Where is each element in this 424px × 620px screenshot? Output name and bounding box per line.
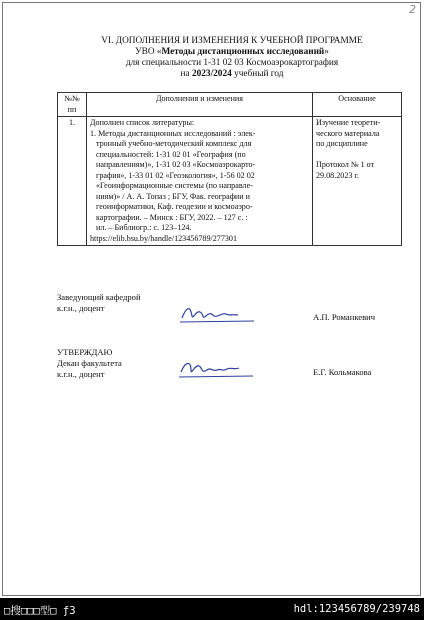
heading-year: на 2023/2024 учебный год xyxy=(180,69,284,79)
heading-course: УВО «Методы дистанционных исследований» xyxy=(135,47,329,57)
section-heading xyxy=(40,36,424,80)
content-line: картографии. – Минск : БГУ, 2022. – 127 с. : xyxy=(96,212,248,222)
content-line: ниям)» / А. А. Топаз ; БГУ, Фак. географии и xyxy=(96,191,250,201)
basis-line: Изучение теорети- xyxy=(316,118,381,127)
approve-degree: к.г.н., доцент xyxy=(57,369,105,379)
content-line: графия», 1-33 01 02 «Геоэкология», 1-56 02 02 xyxy=(96,170,255,180)
head-title: Заведующий кафедрой xyxy=(57,292,141,302)
basis-line: ческого материала xyxy=(316,128,380,138)
row-basis xyxy=(313,117,402,246)
head-degree: к.г.н., доцент xyxy=(57,303,105,313)
content-line: направлениям)», 1-31 02 03 «Космоаэрокарто- xyxy=(96,160,256,169)
approve-name: Е.Г. Кольмакова xyxy=(313,367,372,377)
changes-table xyxy=(57,92,402,246)
header-basis: Основание xyxy=(313,93,402,117)
status-left-text: □搜□□□型□ ƒ3 xyxy=(4,605,76,617)
content-line: тронный учебно-методический комплекс для xyxy=(96,139,252,148)
row-content xyxy=(87,117,313,246)
approve-title: УТВЕРЖДАЮ xyxy=(57,347,113,357)
head-signature-mark xyxy=(178,300,258,326)
head-signature-labels xyxy=(57,292,141,314)
approve-signature-mark xyxy=(177,356,257,382)
content-line: геоинформатики, Каф. геодезии и космоаэро- xyxy=(96,202,253,211)
content-line: специальностей: 1-31 02 01 «География (по xyxy=(96,149,246,159)
approve-position: Декан факультета xyxy=(57,358,122,368)
basis-line: 29.08.2023 г. xyxy=(316,170,359,180)
content-line: «Геоинформационные системы (по направле- xyxy=(96,181,253,190)
basis-line: Протокол № 1 от xyxy=(316,160,375,169)
header-number: №№ пп xyxy=(58,93,87,117)
heading-title: VI. ДОПОЛНЕНИЯ И ИЗМЕНЕНИЯ К УЧЕБНОЙ ПРОГРАММЕ xyxy=(101,36,363,46)
content-line: ил. – Библиогр.: с. 123–124. xyxy=(96,223,192,232)
head-name: А.П. Романкевич xyxy=(313,312,376,322)
page-number: 2 xyxy=(409,3,416,16)
status-bar xyxy=(0,598,424,620)
table-row xyxy=(58,117,402,246)
handle-id[interactable]: hdl:123456789/239748 xyxy=(293,603,420,615)
table-header-row xyxy=(58,93,402,117)
heading-specialty: для специальности 1-31 02 03 Космоаэрокартография xyxy=(125,58,339,68)
content-link[interactable]: https://elib.bsu.by/handle/123456789/277301 xyxy=(90,233,238,243)
approve-signature-labels xyxy=(57,347,122,380)
header-changes: Дополнения и изменения xyxy=(87,93,313,117)
basis-line: по дисциплине xyxy=(316,139,368,148)
content-line: 1. Методы дистанционных исследований : элек- xyxy=(90,128,256,138)
row-number: 1. xyxy=(58,117,87,246)
basis-line xyxy=(316,150,398,161)
content-line: Дополнен список литературы: xyxy=(90,118,195,127)
